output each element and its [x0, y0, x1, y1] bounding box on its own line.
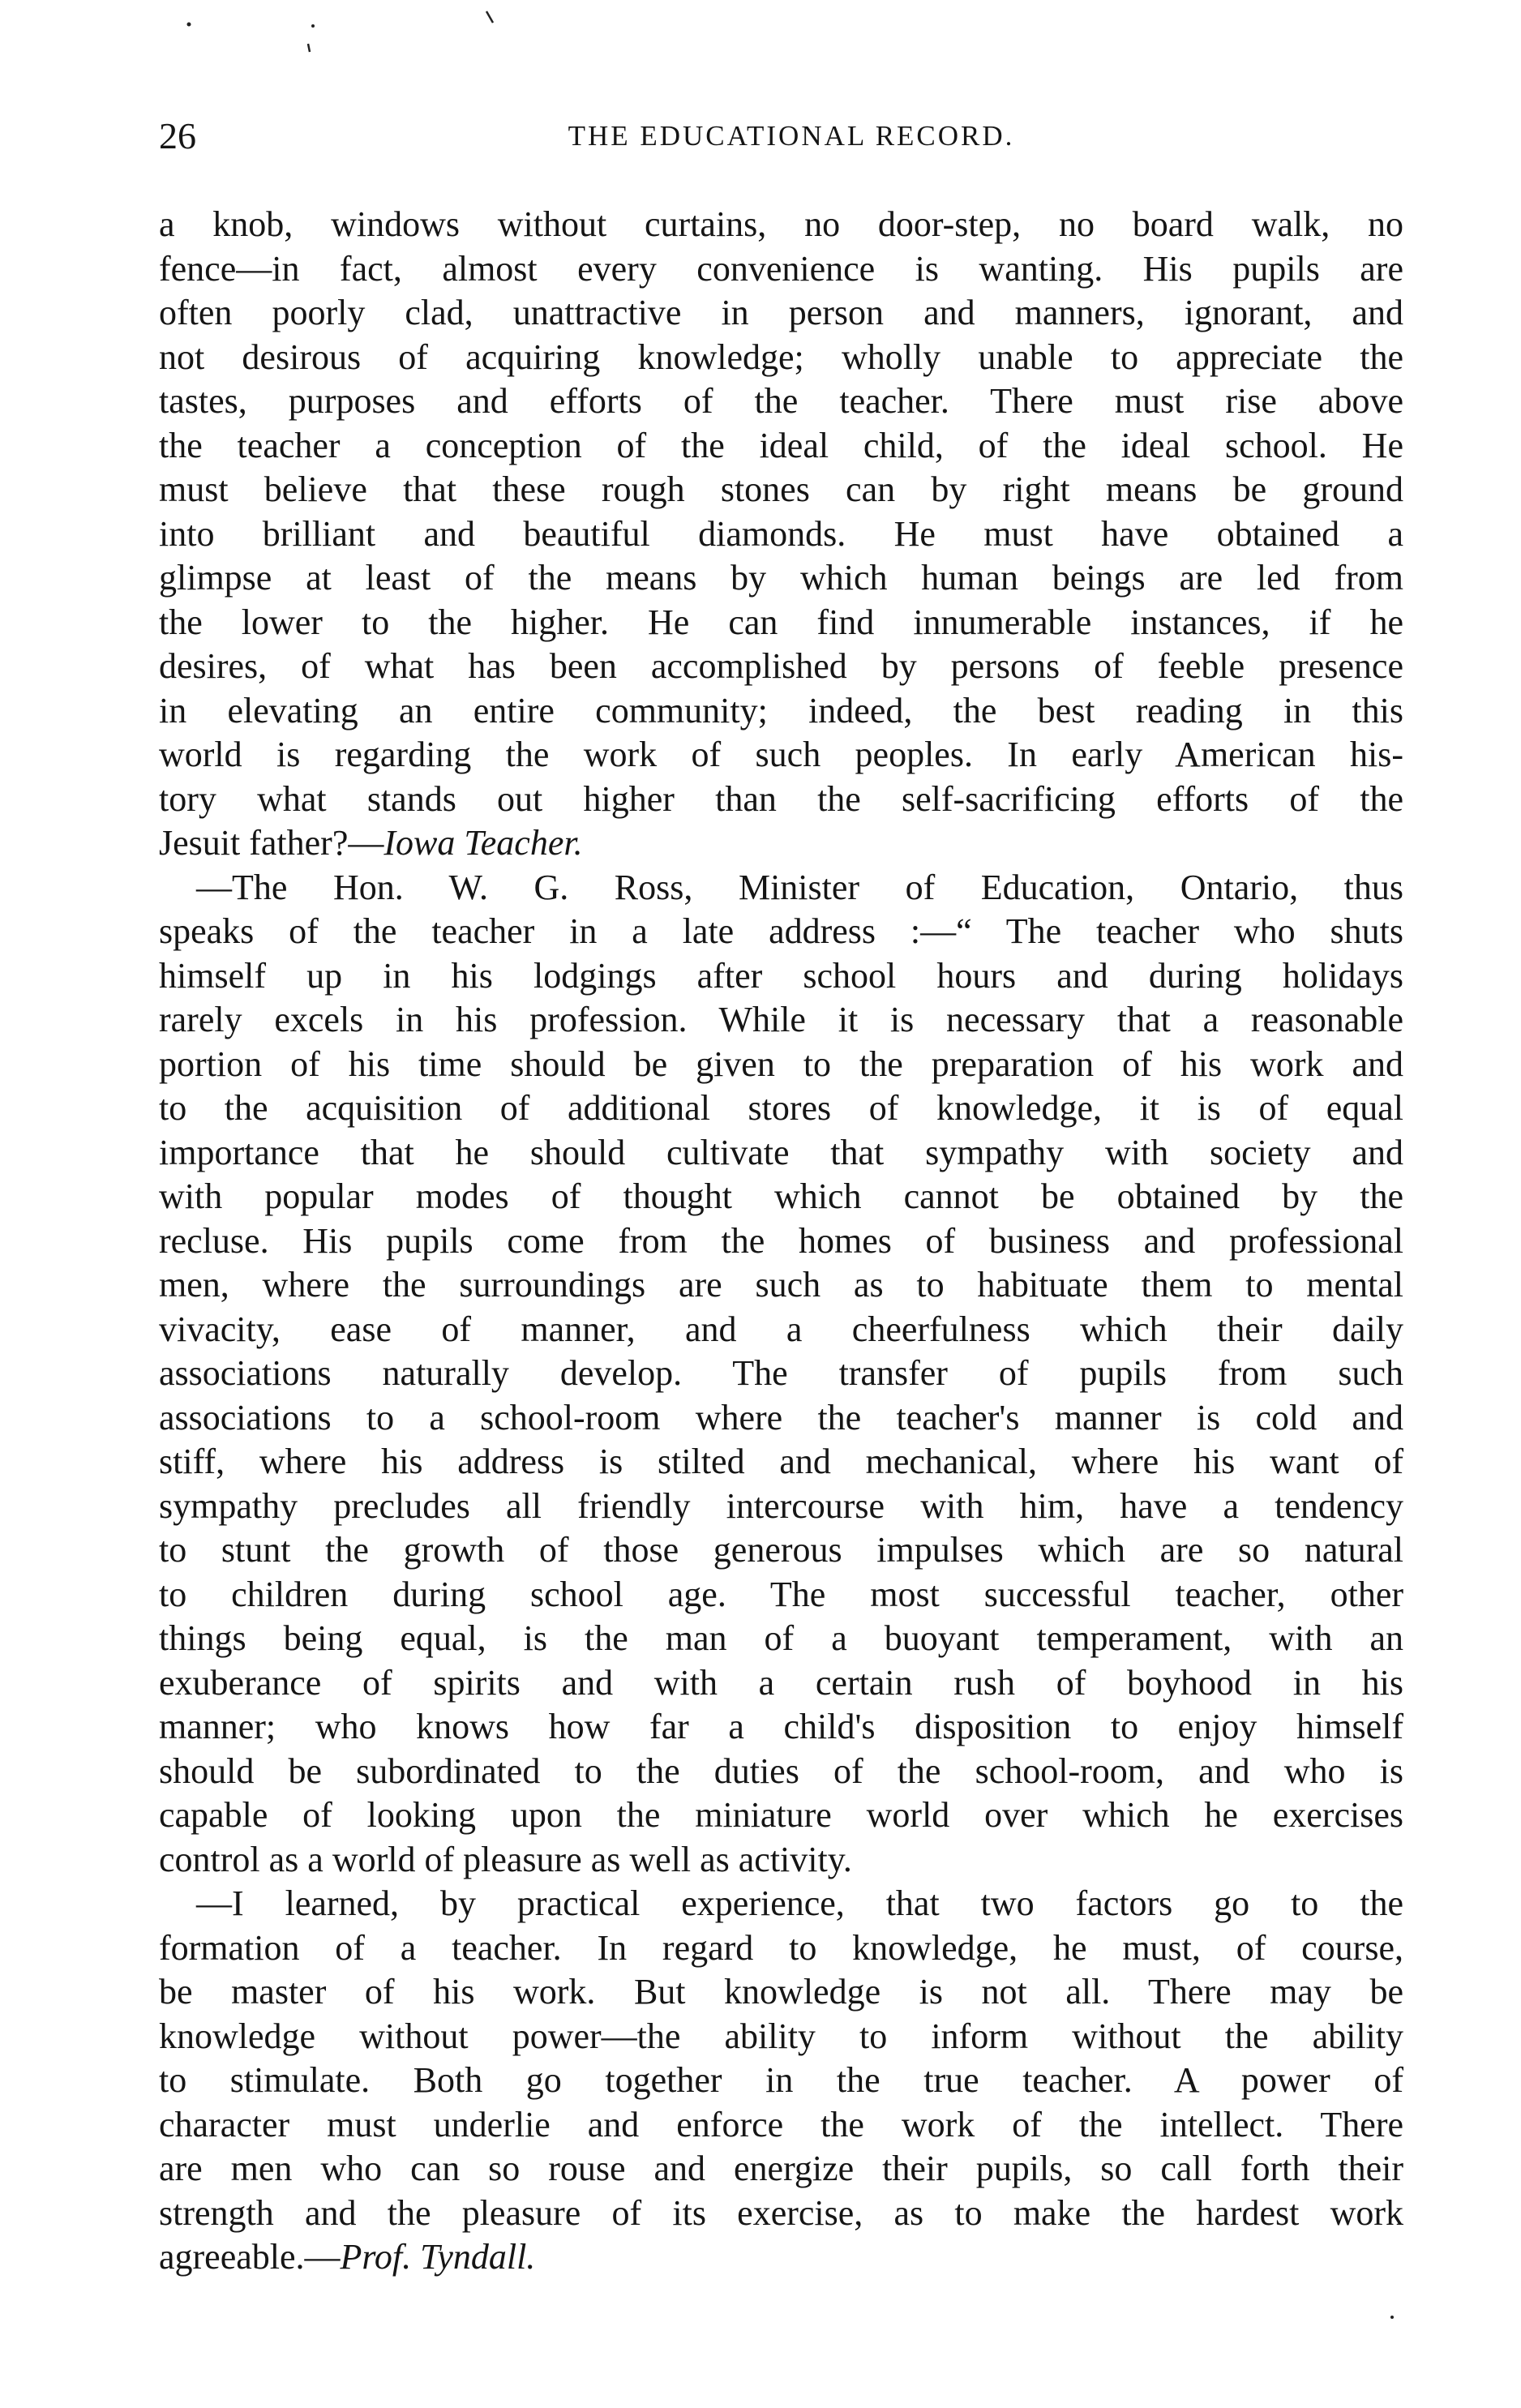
text-line: into brilliant and beautiful diamonds. He must have obtained a	[159, 513, 1403, 554]
final-text: agreeable.—	[159, 2237, 341, 2277]
text-line: exuberance of spirits and with a certain rush of boyhood in his	[159, 1662, 1403, 1703]
article-body	[159, 203, 1403, 2280]
text-line: sympathy precludes all friendly intercourse with him, have a tendency	[159, 1485, 1403, 1526]
text-line: formation of a teacher. In regard to knowledge, he must, of course,	[159, 1927, 1403, 1968]
text-line: desires, of what has been accomplished by persons of feeble presence	[159, 646, 1403, 686]
text-line: must believe that these rough stones can by right means be ground	[159, 469, 1403, 509]
text-line-final	[159, 2235, 1403, 2280]
text-line: in elevating an entire community; indeed, the best reading in this	[159, 690, 1403, 731]
text-line: with popular modes of thought which cannot be obtained by the	[159, 1176, 1403, 1216]
text-line: stiff, where his address is stilted and mechanical, where his want of	[159, 1442, 1403, 1481]
text-line: a knob, windows without curtains, no door-step, no board walk, no	[159, 204, 1403, 244]
text-line: not desirous of acquiring knowledge; wholly unable to appreciate the	[159, 336, 1403, 377]
attribution: Prof. Tyndall.	[340, 2237, 536, 2277]
text-line: the lower to the higher. He can find innumerable instances, if he	[159, 602, 1403, 642]
text-line: manner; who knows how far a child's disposition to enjoy himself	[159, 1707, 1403, 1746]
text-line: speaks of the teacher in a late address :—“ The teacher who shuts	[159, 911, 1403, 951]
text-line: tastes, purposes and efforts of the teacher. There must rise above	[159, 381, 1403, 421]
text-line: to stunt the growth of those generous impulses which are so natural	[159, 1530, 1403, 1570]
page-header	[159, 112, 1407, 161]
paragraph	[159, 203, 1403, 866]
attribution: Iowa Teacher.	[383, 823, 583, 863]
text-line: should be subordinated to the duties of the school-room, and who is	[159, 1750, 1403, 1791]
text-line: tory what stands out higher than the self-sacrificing efforts of the	[159, 778, 1403, 819]
final-text: control as a world of pleasure as well as activity.	[159, 1839, 852, 1879]
text-line: men, where the surroundings are such as to habituate them to mental	[159, 1265, 1403, 1305]
paragraph	[159, 1882, 1403, 2280]
text-line: recluse. His pupils come from the homes of business and professional	[159, 1220, 1403, 1261]
running-head: THE EDUCATIONAL RECORD.	[568, 120, 1015, 152]
text-line: to children during school age. The most successful teacher, other	[159, 1574, 1403, 1614]
text-line: portion of his time should be given to the preparation of his work and	[159, 1043, 1403, 1084]
paragraph	[159, 866, 1403, 1883]
text-line: himself up in his lodgings after school hours and during holidays	[159, 955, 1403, 996]
final-text: Jesuit father?—	[159, 823, 384, 863]
text-line: knowledge without power—the ability to inform without the ability	[159, 2016, 1403, 2056]
text-line: capable of looking upon the miniature world over which he exercises	[159, 1795, 1403, 1835]
text-line: —I learned, by practical experience, that two factors go to the	[196, 1883, 1403, 1923]
text-line: associations naturally develop. The transfer of pupils from such	[159, 1353, 1403, 1393]
text-line: the teacher a conception of the ideal child, of the ideal school. He	[159, 425, 1403, 465]
text-line: —The Hon. W. G. Ross, Minister of Education, Ontario, thus	[196, 867, 1403, 907]
text-line: importance that he should cultivate that sympathy with society and	[159, 1132, 1403, 1172]
text-line: are men who can so rouse and energize their pupils, so call forth their	[159, 2149, 1403, 2188]
text-line: things being equal, is the man of a buoyant temperament, with an	[159, 1618, 1403, 1658]
text-line: rarely excels in his profession. While it is necessary that a reasonable	[159, 1000, 1403, 1039]
text-line-final	[159, 1838, 1403, 1883]
text-line: be master of his work. But knowledge is not all. There may be	[159, 1972, 1403, 2012]
text-line: strength and the pleasure of its exercise, as to make the hardest work	[159, 2192, 1403, 2233]
text-line: vivacity, ease of manner, and a cheerfulness which their daily	[159, 1309, 1403, 1349]
text-line: glimpse at least of the means by which human beings are led from	[159, 558, 1403, 598]
text-line: character must underlie and enforce the work of the intellect. There	[159, 2104, 1403, 2144]
page-number: 26	[159, 115, 196, 156]
text-line: to the acquisition of additional stores of knowledge, it is of equal	[159, 1088, 1403, 1128]
text-line: world is regarding the work of such peoples. In early American his-	[159, 735, 1403, 774]
text-line: often poorly clad, unattractive in person and manners, ignorant, and	[159, 293, 1403, 332]
text-line: to stimulate. Both go together in the true teacher. A power of	[159, 2060, 1403, 2100]
text-line: fence—in fact, almost every convenience is wanting. His pupils are	[159, 248, 1403, 289]
text-line-final	[159, 821, 1403, 866]
text-line: associations to a school-room where the teacher's manner is cold and	[159, 1397, 1403, 1438]
